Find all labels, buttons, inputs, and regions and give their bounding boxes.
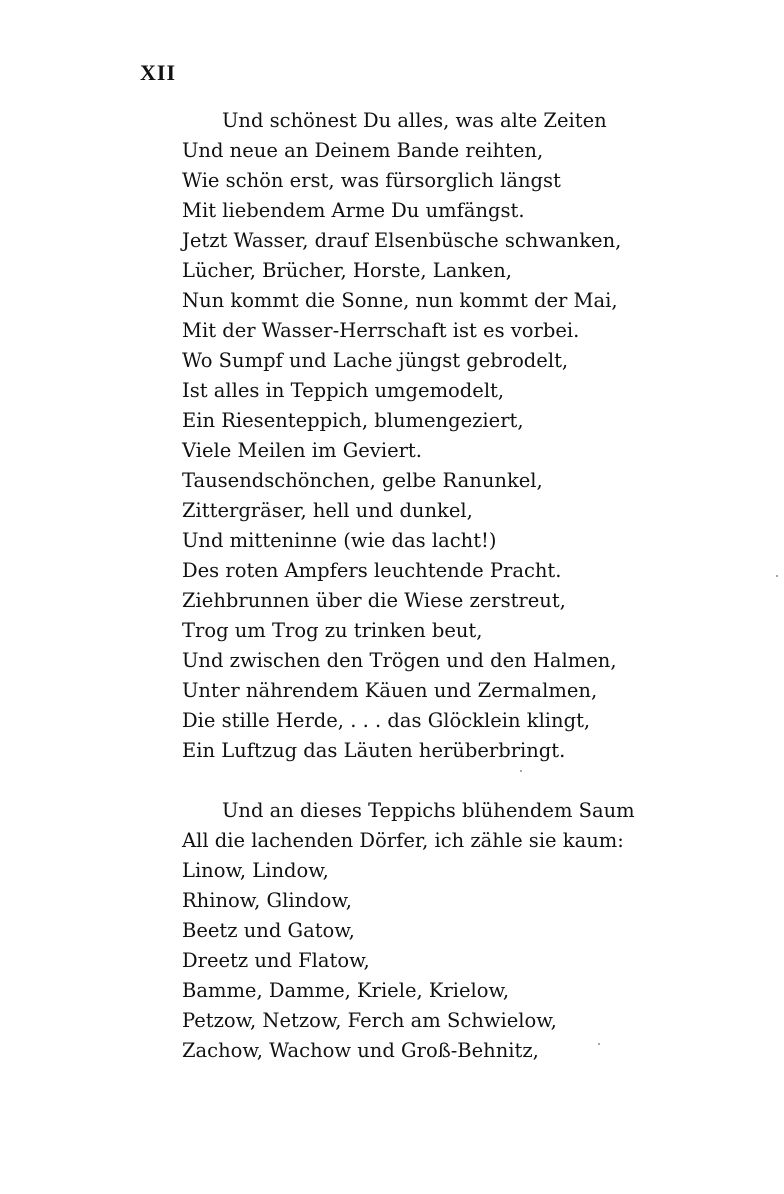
poem-line: Ein Luftzug das Läuten herüberbringt. [182, 739, 566, 762]
page-number: XII [140, 60, 177, 85]
poem-line: Ein Riesenteppich, blumengeziert, [182, 409, 524, 432]
poem-line: Petzow, Netzow, Ferch am Schwielow, [182, 1009, 557, 1032]
print-speck [776, 575, 778, 577]
poem-line: Und neue an Deinem Bande reihten, [182, 139, 544, 162]
poem-line: Linow, Lindow, [182, 859, 329, 882]
poem-line: Die stille Herde, . . . das Glöcklein klingt, [182, 709, 591, 732]
poem-line: Jetzt Wasser, drauf Elsenbüsche schwanken, [182, 229, 622, 252]
poem-line: Und zwischen den Trögen und den Halmen, [182, 649, 617, 672]
poem-line: Mit der Wasser-Herrschaft ist es vorbei. [182, 319, 580, 342]
poem-line: Dreetz und Flatow, [182, 949, 370, 972]
poem-line: Und an dieses Teppichs blühendem Saum [222, 799, 635, 822]
poem-line: Ziehbrunnen über die Wiese zerstreut, [182, 589, 566, 612]
poem-line: Ist alles in Teppich umgemodelt, [182, 379, 505, 402]
poem-line: Wie schön erst, was fürsorglich längst [182, 169, 561, 192]
poem-line: Wo Sumpf und Lache jüngst gebrodelt, [182, 349, 569, 372]
poem-line: Unter nährendem Käuen und Zermalmen, [182, 679, 598, 702]
poem-line: Rhinow, Glindow, [182, 889, 352, 912]
poem-line: Lücher, Brücher, Horste, Lanken, [182, 259, 513, 282]
poem [182, 106, 752, 1066]
stanza-2 [182, 796, 752, 1066]
print-speck [520, 770, 522, 772]
poem-line: Mit liebendem Arme Du umfängst. [182, 199, 525, 222]
poem-line: Zittergräser, hell und dunkel, [182, 499, 473, 522]
poem-line: Und mitteninne (wie das lacht!) [182, 529, 497, 552]
poem-line: Tausendschönchen, gelbe Ranunkel, [182, 469, 543, 492]
poem-line: Bamme, Damme, Kriele, Krielow, [182, 979, 510, 1002]
poem-line: Beetz und Gatow, [182, 919, 355, 942]
poem-line: Nun kommt die Sonne, nun kommt der Mai, [182, 289, 618, 312]
poem-line: Zachow, Wachow und Groß-Behnitz, [182, 1039, 539, 1062]
poem-line: Des roten Ampfers leuchtende Pracht. [182, 559, 562, 582]
poem-line: Trog um Trog zu trinken beut, [182, 619, 483, 642]
stanza-1 [182, 106, 752, 766]
poem-line: Und schönest Du alles, was alte Zeiten [222, 109, 607, 132]
poem-line: All die lachenden Dörfer, ich zähle sie kaum: [182, 829, 624, 852]
poem-line: Viele Meilen im Geviert. [182, 439, 422, 462]
print-speck [598, 1043, 600, 1045]
